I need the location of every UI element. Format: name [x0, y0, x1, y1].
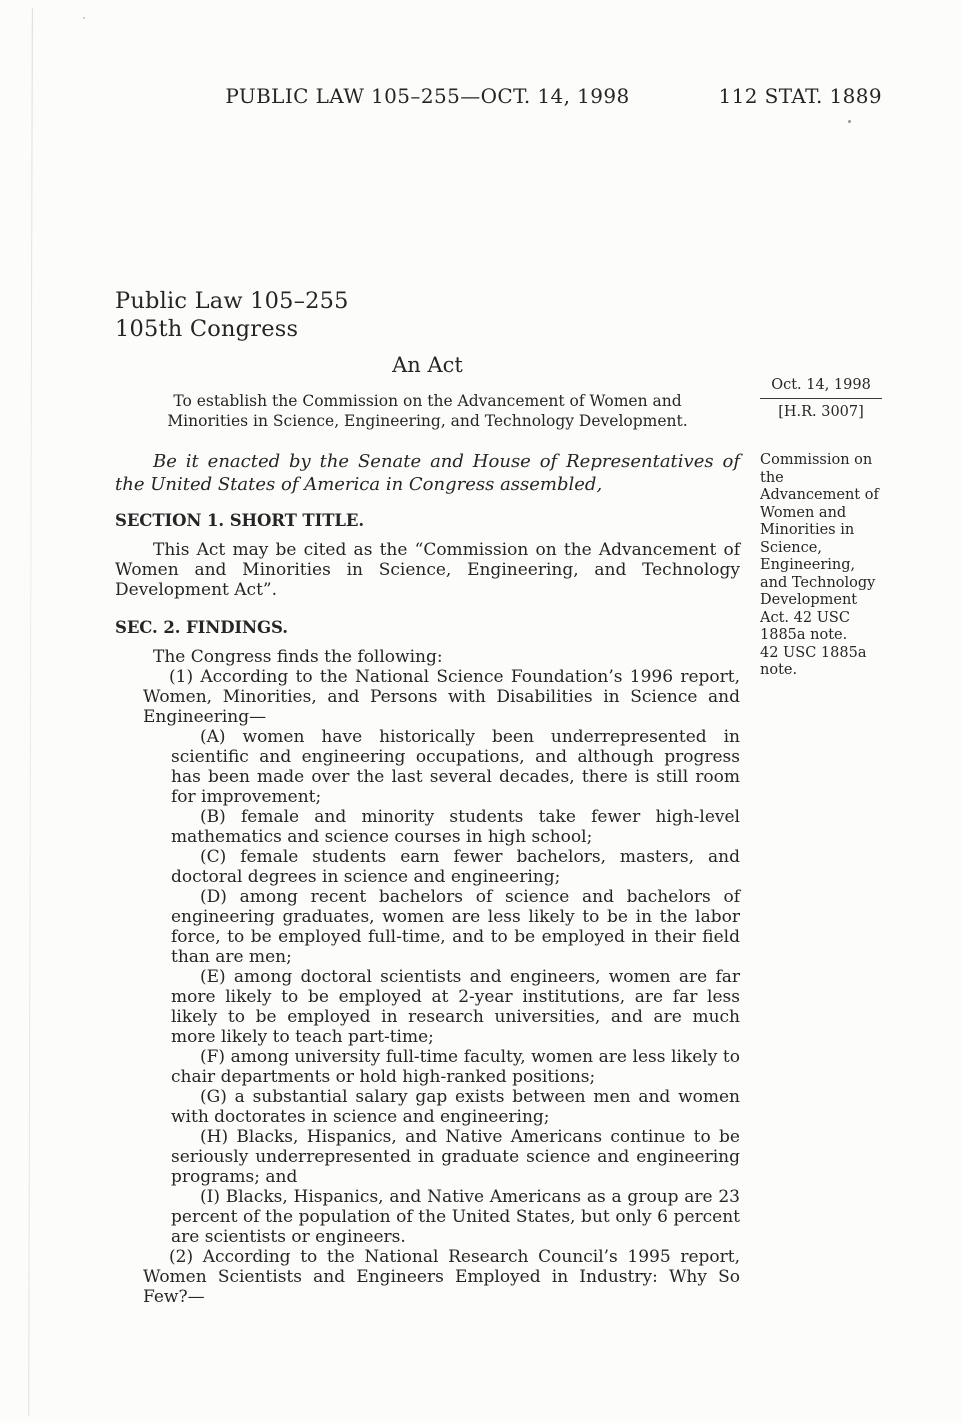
scan-speck — [848, 120, 851, 123]
act-heading: An Act — [392, 353, 463, 377]
finding-paragraph-1: (1) According to the National Science Foundation’s 1996 report, Women, Minorities, and Persons with Disabilities in Science and Engineering— — [143, 667, 740, 727]
section-1-text: This Act may be cited as the “Commission on the Advancement of Women and Minorities in Science, Engineering, and Technology Development Act”. — [115, 540, 740, 600]
running-head-law: PUBLIC LAW 105–255—OCT. 14, 1998 — [225, 84, 630, 108]
running-head-statute-page: 112 STAT. 1889 — [718, 84, 882, 108]
section-2-heading: SEC. 2. FINDINGS. — [115, 618, 288, 637]
scan-speck — [83, 17, 85, 19]
public-law-number: Public Law 105–255 — [115, 288, 349, 314]
act-preamble: To establish the Commission on the Advancement of Women and Minorities in Science, Engineering, and Technology Development. — [167, 392, 688, 430]
enacting-clause: Be it enacted by the Senate and House of Representatives of the United States of America in Congress assembled, — [115, 451, 740, 495]
margin-notes — [760, 452, 882, 680]
page-edge-line — [28, 8, 33, 1416]
finding-subparagraph-i: (I) Blacks, Hispanics, and Native Americans as a group are 23 percent of the population of the United States, but only 6 percent are scientists or engineers. — [171, 1187, 740, 1247]
section-1-heading: SECTION 1. SHORT TITLE. — [115, 511, 365, 530]
finding-subparagraph-f: (F) among university full-time faculty, women are less likely to chair departments or hold high-ranked positions; — [171, 1047, 740, 1087]
margin-enactment-date: Oct. 14, 1998 — [760, 377, 882, 399]
margin-bill-number: [H.R. 3007] — [778, 404, 864, 420]
findings-intro: The Congress finds the following: — [153, 647, 443, 667]
finding-subparagraph-c: (C) female students earn fewer bachelors, masters, and doctoral degrees in science and engineering; — [171, 847, 740, 887]
finding-subparagraph-d: (D) among recent bachelors of science and bachelors of engineering graduates, women are less likely to be in the labor force, to be employed full-time, and to be employed in their field than are men; — [171, 887, 740, 967]
finding-paragraph-2: (2) According to the National Research Council’s 1995 report, Women Scientists and Engineers Employed in Industry: Why So Few?— — [143, 1247, 740, 1307]
finding-subparagraph-b: (B) female and minority students take fewer high-level mathematics and science courses in high school; — [171, 807, 740, 847]
margin-note-short-title: Commission on the Advancement of Women and Minorities in Science, Engineering, and Technology Development Act. 42 USC 1885a note. — [760, 452, 879, 643]
main-text-column — [115, 287, 740, 1307]
finding-subparagraph-h: (H) Blacks, Hispanics, and Native Americans continue to be seriously underrepresented in graduate science and engineering programs; and — [171, 1127, 740, 1187]
finding-subparagraph-e: (E) among doctoral scientists and engineers, women are far more likely to be employed at 2-year institutions, are far less likely to be employed in research universities, and are much more likely to teach part-time; — [171, 967, 740, 1047]
finding-subparagraph-g: (G) a substantial salary gap exists between men and women with doctorates in science and engineering; — [171, 1087, 740, 1127]
margin-note-findings: 42 USC 1885a note. — [760, 644, 867, 678]
margin-date-block — [760, 377, 882, 421]
finding-subparagraph-a: (A) women have historically been underrepresented in scientific and engineering occupations, and although progress has been made over the last several decades, there is still room for improvement; — [171, 727, 740, 807]
congress-number: 105th Congress — [115, 316, 299, 342]
